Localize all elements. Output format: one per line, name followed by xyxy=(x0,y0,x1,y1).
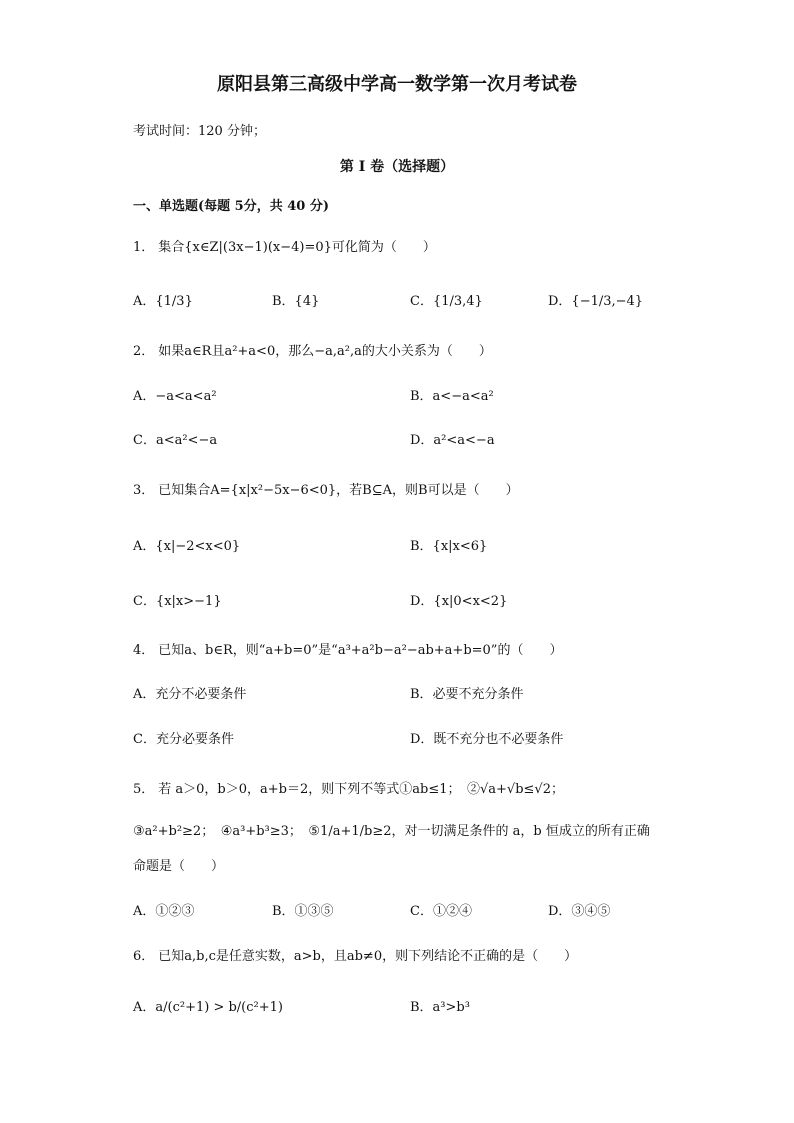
q4-option-a: A．充分不必要条件 xyxy=(133,687,247,702)
question-4-stem: 已知a、b∈R，则“a+b=0”是“a³+a²b−a²−ab+a+b=0”的（ ） xyxy=(158,643,563,658)
q3-option-a: A．{x|−2<x<0} xyxy=(133,539,241,554)
question-6: 6． 已知a,b,c是任意实数，a>b，且ab≠0，则下列结论不正确的是（ ） xyxy=(133,949,578,964)
q4-option-b: B．必要不充分条件 xyxy=(410,687,524,702)
question-6-stem: 已知a,b,c是任意实数，a>b，且ab≠0，则下列结论不正确的是（ ） xyxy=(158,949,578,964)
q1-option-b: B．{4} xyxy=(272,294,320,309)
q4-option-c: C．充分必要条件 xyxy=(133,732,234,747)
part-heading: 一、单选题(每题 5分，共 40 分) xyxy=(133,199,330,214)
q5-option-c: C．①②④ xyxy=(410,904,472,919)
q2-option-a: A．−a<a<a² xyxy=(133,389,217,404)
question-5-stem: 若 a＞0，b＞0，a+b＝2，则下列不等式①ab≤1； ②√a+√b≤√2； xyxy=(158,782,564,797)
question-4: 4． 已知a、b∈R，则“a+b=0”是“a³+a²b−a²−ab+a+b=0”的（ ） xyxy=(133,643,563,658)
q5-option-d: D．③④⑤ xyxy=(548,904,611,919)
q5-option-a: A．①②③ xyxy=(133,904,195,919)
question-2-stem: 如果a∈R且a²+a<0，那么−a,a²,a的大小关系为（ ） xyxy=(158,344,492,359)
exam-time: 考试时间：120 分钟； xyxy=(133,124,266,139)
q4-option-d: D．既不充分也不必要条件 xyxy=(410,732,564,747)
question-3: 3． 已知集合A={x|x²−5x−6<0}，若B⊆A，则B可以是（ ） xyxy=(133,483,519,498)
question-1: 1． 集合{x∈Z|(3x−1)(x−4)=0}可化简为（ ） xyxy=(133,240,436,255)
q1-option-a: A．{1/3} xyxy=(133,294,193,309)
q1-option-d: D．{−1/3,−4} xyxy=(548,294,644,309)
question-1-stem: 集合{x∈Z|(3x−1)(x−4)=0}可化简为（ ） xyxy=(158,240,436,255)
question-5-stem-line-3: 命题是（ ） xyxy=(133,859,225,874)
q6-option-b: B．a³>b³ xyxy=(410,1000,470,1015)
q3-option-c: C．{x|x>−1} xyxy=(133,594,222,609)
q2-option-b: B．a<−a<a² xyxy=(410,389,494,404)
q6-option-a: A．a/(c²+1) > b/(c²+1) xyxy=(133,1000,283,1015)
question-5: 5． 若 a＞0，b＞0，a+b＝2，则下列不等式①ab≤1； ②√a+√b≤√2； xyxy=(133,782,564,797)
page-title: 原阳县第三高级中学高一数学第一次月考试卷 xyxy=(217,74,577,95)
section-heading: 第 I 卷（选择题） xyxy=(339,159,455,175)
q3-option-b: B．{x|x<6} xyxy=(410,539,488,554)
q1-option-c: C．{1/3,4} xyxy=(410,294,483,309)
question-3-stem: 已知集合A={x|x²−5x−6<0}，若B⊆A，则B可以是（ ） xyxy=(158,483,519,498)
q2-option-c: C．a<a²<−a xyxy=(133,433,218,448)
question-2: 2． 如果a∈R且a²+a<0，那么−a,a²,a的大小关系为（ ） xyxy=(133,344,492,359)
question-5-stem-line-2: ③a²+b²≥2； ④a³+b³≥3； ⑤1/a+1/b≥2，对一切满足条件的 a，b 恒成立的所有正确 xyxy=(133,824,650,839)
q3-option-d: D．{x|0<x<2} xyxy=(410,594,508,609)
q2-option-d: D．a²<a<−a xyxy=(410,433,495,448)
q5-option-b: B．①③⑤ xyxy=(272,904,334,919)
